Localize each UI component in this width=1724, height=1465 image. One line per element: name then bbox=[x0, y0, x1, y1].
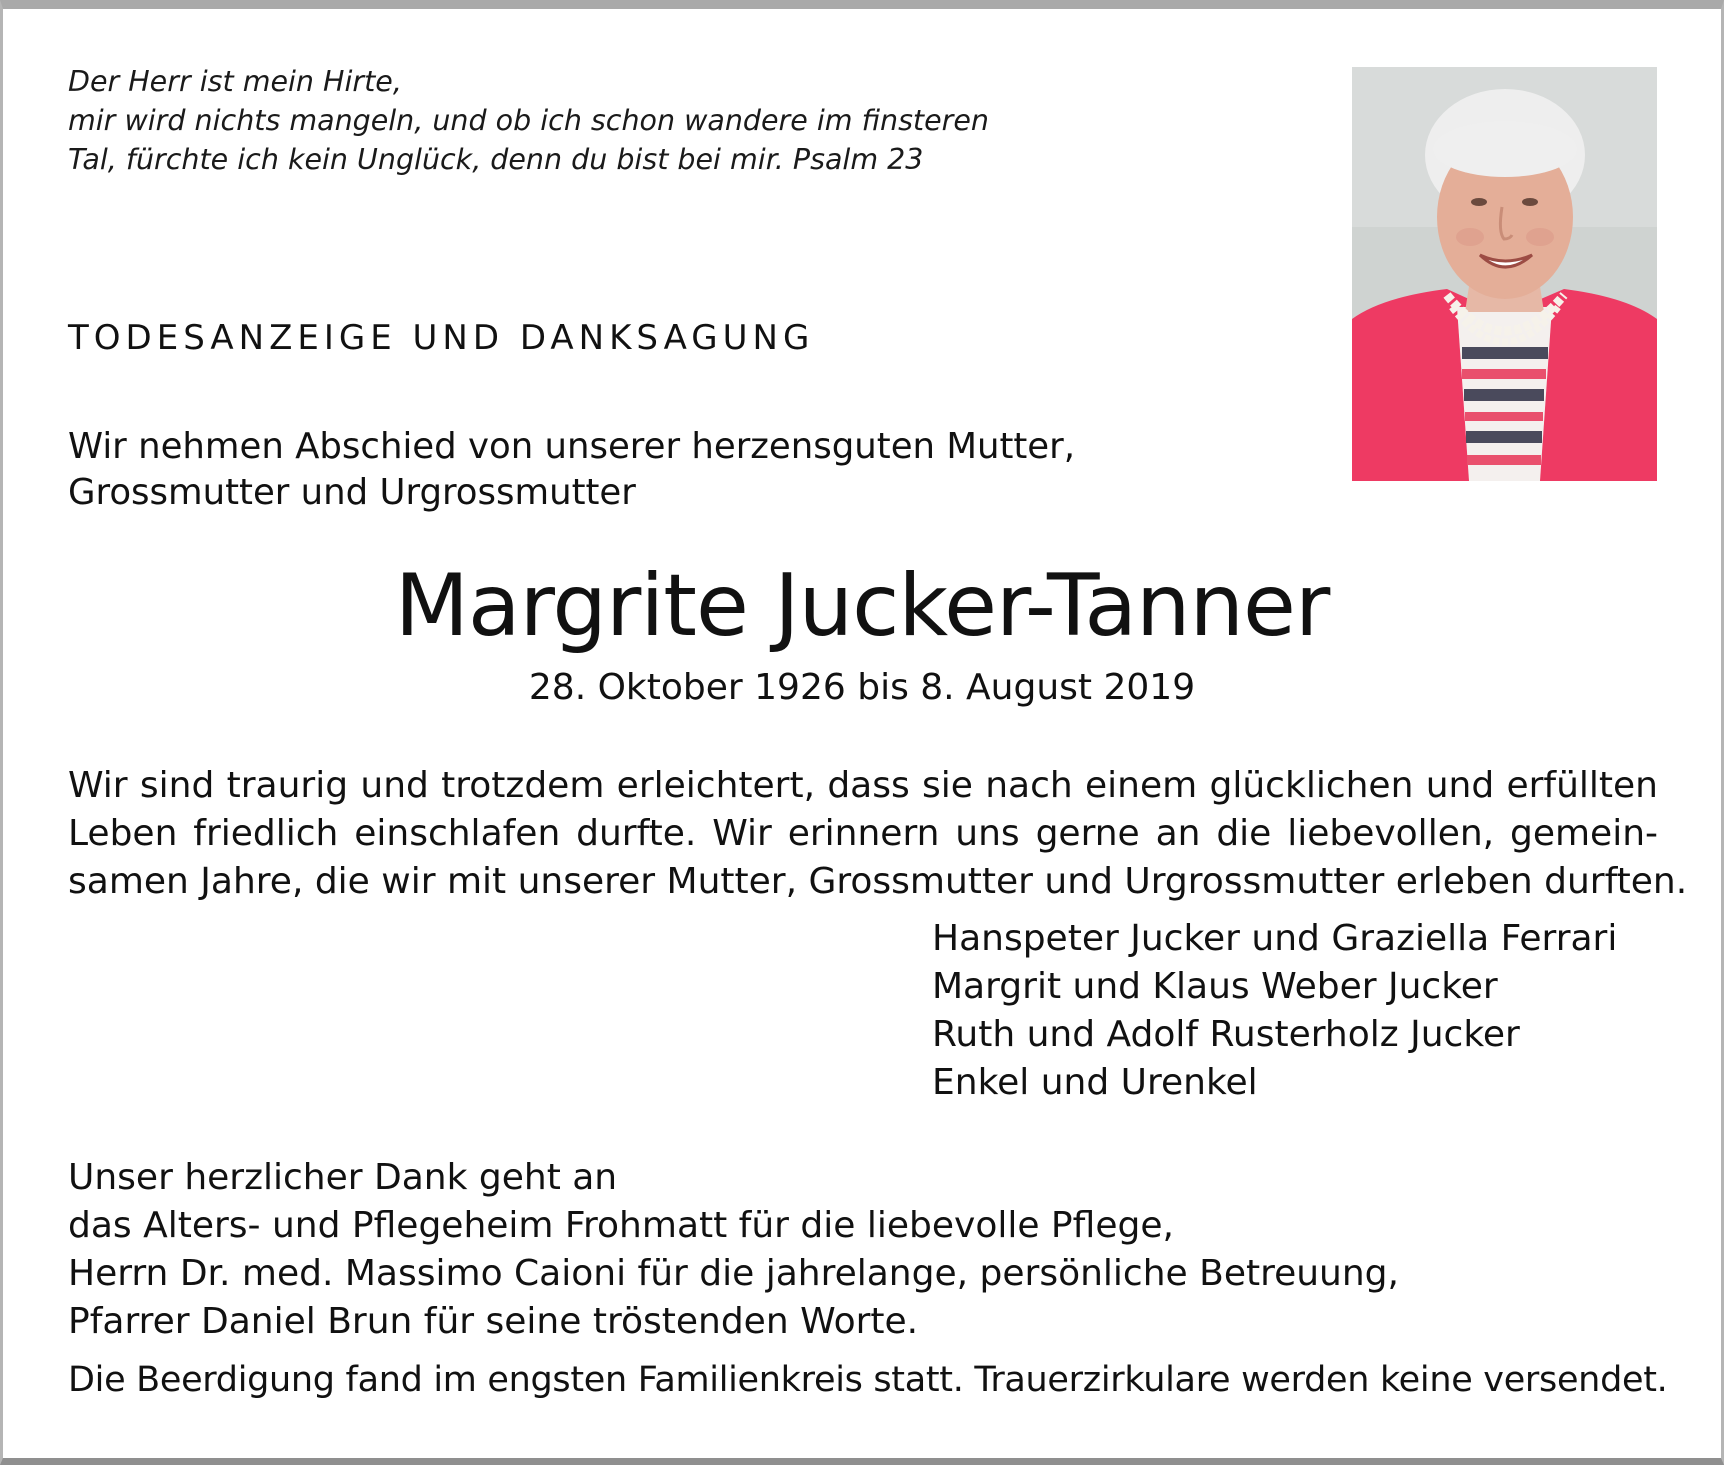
intro-text bbox=[68, 424, 1075, 516]
thanks-line: Herrn Dr. med. Massimo Caioni für die jahrelange, persönliche Betreuung, bbox=[68, 1253, 1399, 1294]
intro-line: Grossmutter und Urgrossmutter bbox=[68, 472, 636, 513]
message-line: Leben friedlich einschlafen durfte. Wir erinnern uns gerne an die liebevollen, gemein- bbox=[68, 813, 1658, 854]
psalm-quote bbox=[68, 62, 1268, 179]
mourners-list bbox=[932, 915, 1617, 1107]
thanks-line: Pfarrer Daniel Brun für seine tröstenden Worte. bbox=[68, 1301, 919, 1342]
portrait-photo bbox=[1352, 67, 1657, 481]
life-dates: 28. Oktober 1926 bis 8. August 2019 bbox=[528, 667, 1196, 708]
thanks-line: Unser herzlicher Dank geht an bbox=[68, 1157, 618, 1198]
mourner: Enkel und Urenkel bbox=[932, 1062, 1258, 1103]
deceased-name: Margrite Jucker-Tanner bbox=[394, 556, 1330, 656]
mourner: Margrit und Klaus Weber Jucker bbox=[932, 966, 1498, 1007]
psalm-line: Tal, fürchte ich kein Unglück, denn du bist bei mir. Psalm 23 bbox=[68, 143, 924, 176]
funeral-note: Die Beerdigung fand im engsten Familienkreis statt. Trauerzirkulare werden keine versendet. bbox=[68, 1360, 1668, 1400]
message-line: samen Jahre, die wir mit unserer Mutter, Grossmutter und Urgrossmutter erleben durften. bbox=[68, 861, 1688, 902]
thanks-section bbox=[68, 1154, 1399, 1346]
message-line: Wir sind traurig und trotzdem erleichtert, dass sie nach einem glücklichen und erfüllten bbox=[68, 765, 1658, 806]
portrait-icon bbox=[1352, 67, 1657, 481]
condolence-message bbox=[68, 762, 1688, 906]
thanks-line: das Alters- und Pflegeheim Frohmatt für die liebevolle Pflege, bbox=[68, 1205, 1174, 1246]
mourner: Ruth und Adolf Rusterholz Jucker bbox=[932, 1014, 1520, 1055]
psalm-line: Der Herr ist mein Hirte, bbox=[68, 65, 402, 98]
mourner: Hanspeter Jucker und Graziella Ferrari bbox=[932, 918, 1618, 959]
intro-line: Wir nehmen Abschied von unserer herzensguten Mutter, bbox=[68, 426, 1076, 467]
psalm-line: mir wird nichts mangeln, und ob ich schon wandere im finsteren bbox=[68, 104, 989, 137]
notice-heading: TODESANZEIGE UND DANKSAGUNG bbox=[68, 318, 815, 358]
